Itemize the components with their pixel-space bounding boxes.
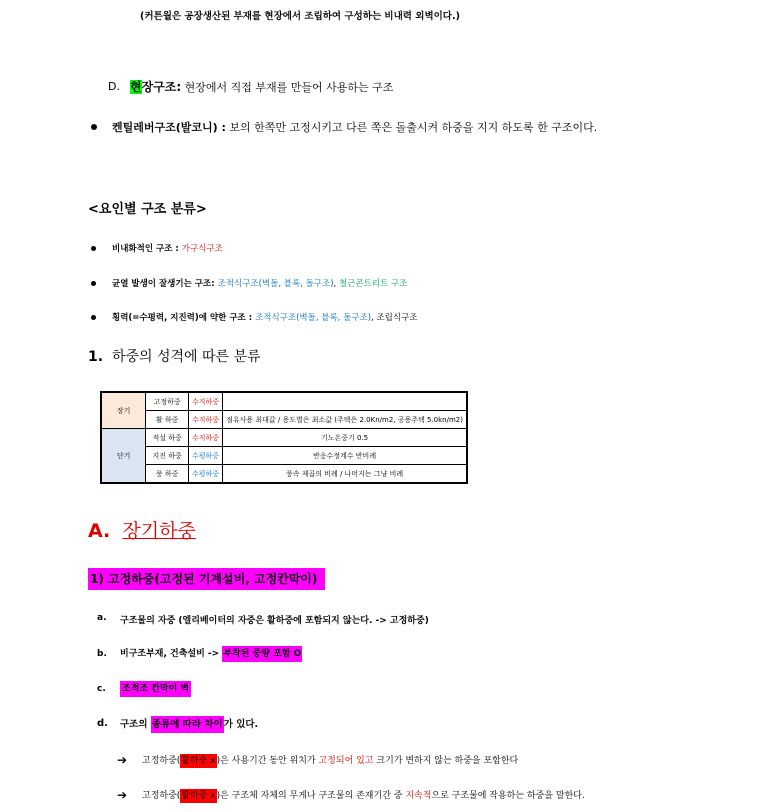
factor-label: 비내화적인 구조 :: [112, 244, 182, 254]
table-name-cell: 지진 하중: [146, 447, 189, 465]
table-type-cell: 수평하중: [189, 447, 223, 465]
section-a-title: 장기하중: [122, 520, 196, 542]
cantilever-line: [112, 119, 597, 135]
factor-sep: ,: [333, 279, 339, 289]
table-note-cell: 기노온중기 0.5: [223, 429, 467, 447]
item-d2-post: 가 있다.: [223, 719, 259, 730]
table-row: [101, 429, 467, 447]
item-b-line: [120, 646, 302, 659]
table-type-cell: 수직하중: [189, 411, 223, 429]
table-name-cell: 활 하중: [146, 411, 189, 429]
factor-value: 조적식구조(벽돌, 블록, 돌구조): [255, 313, 372, 323]
item-a-text: 구조물의 자중 (엘리베이터의 자중은 활하중에 포함되지 않는다. -> 고정하중): [120, 616, 429, 626]
table-row: [101, 392, 467, 411]
factor-line: [112, 242, 223, 254]
item-d2-pre: 구조의: [120, 719, 151, 730]
arrow-pre: 고정하중(: [142, 756, 181, 766]
item-d2-highlight: 종류에 따라 차이: [151, 716, 224, 733]
factor-value: 가구식구조: [181, 244, 223, 254]
arrow-red: 고정되어 있고: [318, 756, 374, 766]
item-d2-line: [120, 716, 258, 730]
factor-value: 조적식구조(벽돌, 블록, 돌구조): [217, 279, 334, 289]
table-note-cell: 풍속 제곱의 비례 / 나머지는 그냥 비례: [223, 465, 467, 484]
cantilever-desc: 보의 한쪽만 고정시키고 다른 쪽은 돌출시켜 하중을 지지 하도록 한 구조이다.: [225, 121, 598, 134]
table-group-cell: 단기: [101, 429, 146, 484]
section-a-number: A.: [88, 520, 111, 542]
factor-heading: <요인별 구조 분류>: [88, 202, 207, 217]
table-note-cell: 점유사용 최대값 / 용도별은 최소값 (주택은 2.0Kn/m2, 공용주택 5.0kn/m2): [223, 411, 467, 429]
item-c-line: [120, 681, 191, 694]
table-row: [101, 411, 467, 429]
table-type-cell: 수평하중: [189, 465, 223, 484]
arrow-post: 크기가 변하지 않는 하중을 포함한다: [373, 756, 519, 766]
curtain-wall-note: (커튼월은 공장생산된 부재를 현장에서 조립하여 구성하는 비내력 외벽이다.): [140, 11, 460, 22]
arrow-highlight: 활하중 x: [181, 756, 216, 766]
bullet: [91, 315, 96, 320]
item-d-desc: 현장에서 직접 부재를 만들어 사용하는 구조: [181, 81, 394, 94]
item-b-letter: b.: [97, 649, 107, 659]
arrow-line: [142, 788, 585, 801]
arrow-highlight: 활하중 x: [181, 791, 216, 801]
arrow-icon: ➔: [117, 788, 128, 802]
item-c-letter: c.: [97, 684, 106, 694]
item-b-text: 비구조부재, 건축설비 ->: [120, 649, 223, 659]
item-d-highlight: 현: [130, 80, 142, 94]
section-a-heading: [88, 516, 196, 543]
item-d-title: 장구조:: [141, 80, 182, 94]
item-d2-letter: d.: [97, 718, 108, 729]
section-1-title: 하중의 성격에 따른 분류: [111, 349, 261, 365]
table-note-cell: [223, 392, 467, 411]
subsection-1-heading: 1) 고정하중(고정된 기계설비, 고정칸막이): [88, 568, 325, 590]
load-classification-table: [100, 391, 468, 484]
arrow-post: 으로 구조물에 작용하는 하중을 말한다.: [431, 791, 585, 801]
table-row: [101, 447, 467, 465]
arrow-line: [142, 753, 518, 766]
section-1-heading: [88, 346, 261, 366]
arrow-mid: )은 구조체 자체의 무게나 구조물의 존재기간 중: [216, 791, 406, 801]
cantilever-term: 켄틸레버구조(발코니) :: [112, 121, 226, 134]
bullet: [91, 246, 96, 251]
table-name-cell: 적설 하중: [146, 429, 189, 447]
table-group-cell: 장기: [101, 392, 146, 429]
factor-line: [112, 277, 407, 289]
arrow-icon: ➔: [117, 753, 128, 767]
section-1-number: 1.: [88, 349, 104, 365]
factor-label: 균열 발생이 잘생기는 구조:: [112, 279, 218, 289]
arrow-mid: )은 사용기간 동안 위치가: [216, 756, 319, 766]
item-d-line: [130, 78, 393, 95]
table-note-cell: 반응수정계수 반비례: [223, 447, 467, 465]
factor-line: [112, 311, 418, 323]
item-d-letter: D.: [108, 80, 120, 93]
item-b-highlight: 부착된 중량 포함 O: [222, 646, 302, 662]
table-type-cell: 수직하중: [189, 392, 223, 411]
table-type-cell: 수직하중: [189, 429, 223, 447]
table-row: [101, 465, 467, 484]
table-name-cell: 풍 하중: [146, 465, 189, 484]
factor-value-2: , 조립식구조: [371, 313, 418, 323]
item-a-letter: a.: [97, 613, 107, 623]
arrow-pre: 고정하중(: [142, 791, 181, 801]
bullet: [91, 281, 96, 286]
arrow-red: 지속적: [405, 791, 432, 801]
bullet: [91, 124, 97, 130]
factor-value-2: 철근콘트리트 구조: [338, 279, 408, 289]
item-c-highlight: 조적조 칸막이 벽: [120, 681, 191, 697]
factor-label: 횡력(=수평력, 지진력)에 약한 구조 :: [112, 313, 256, 323]
table-name-cell: 고정하중: [146, 392, 189, 411]
